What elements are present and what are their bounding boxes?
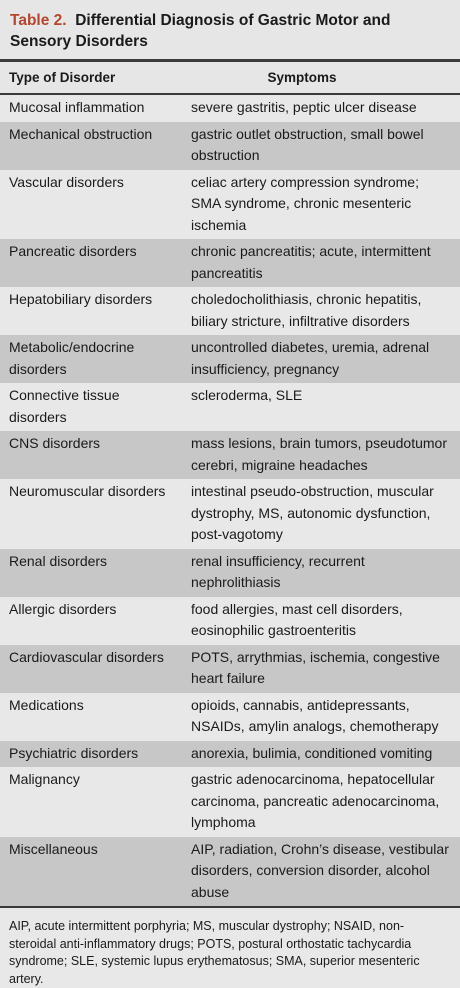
symptoms-cell: renal insufficiency, recurrent nephrolithiasis [191,552,365,590]
symptoms-cell: anorexia, bulimia, conditioned vomiting [191,744,433,761]
symptoms-cell: intestinal pseudo-obstruction, muscular dystrophy, MS, autonomic dysfunction, post-vagotomy [191,483,434,542]
disorder-type-cell: Medications [9,696,84,713]
table-row [0,95,460,122]
table-row [0,693,460,741]
table-footnote: AIP, acute intermittent porphyria; MS, muscular dystrophy; NSAID, non-steroidal anti-inflammatory drugs; POTS, postural orthostatic tachycardia syndrome; SLE, systemic lupus erythematosus; SMA, superior mesenteric artery. [9,919,420,986]
table-row [0,122,460,170]
disorder-type-cell: CNS disorders [9,435,101,451]
symptoms-cell: celiac artery compression syndrome; SMA syndrome, chronic mesenteric ischemia [191,173,419,233]
symptoms-cell: chronic pancreatitis; acute, intermittent pancreatitis [191,243,431,281]
symptoms-cell: food allergies, mast cell disorders, eosinophilic gastroenteritis [191,600,403,638]
disorder-type-cell: Vascular disorders [9,173,124,190]
symptoms-cell: mass lesions, brain tumors, pseudotumor cerebri, migraine headaches [191,435,447,473]
table-row [0,239,460,287]
symptoms-cell: gastric adenocarcinoma, hepatocellular carcinoma, pancreatic adenocarcinoma, lymphoma [191,771,440,830]
table-row [0,837,460,907]
table-row [0,170,460,240]
table-number: Table 2. [10,12,67,29]
disorder-type-cell: Hepatobiliary disorders [9,291,153,307]
symptoms-cell: scleroderma, SLE [191,387,303,403]
symptoms-cell: uncontrolled diabetes, uremia, adrenal insufficiency, pregnancy [191,339,430,377]
disorder-type-cell: Pancreatic disorders [9,243,137,259]
header-type-of-disorder: Type of Disorder [9,70,116,85]
table-row [0,335,460,383]
table-body [0,95,460,908]
symptoms-cell: severe gastritis, peptic ulcer disease [191,99,417,115]
symptoms-cell: POTS, arrythmias, ischemia, congestive heart failure [191,648,440,686]
symptoms-cell: choledocholithiasis, chronic hepatitis, biliary stricture, infiltrative disorders [191,291,422,329]
disorder-type-cell: Miscellaneous [9,840,98,857]
table-row [0,645,460,693]
table-row [0,287,460,335]
disorder-type-cell: Allergic disorders [9,600,117,617]
table-title: Differential Diagnosis of Gastric Motor and Sensory Disorders [10,12,391,50]
disorder-type-cell: Connective tissue disorders [9,387,120,425]
disorder-type-cell: Malignancy [9,771,80,787]
table-row [0,431,460,479]
table-row [0,383,460,431]
table-row [0,767,460,837]
header-symptoms: Symptoms [267,70,337,85]
table-row [0,549,460,597]
table-header [0,62,460,95]
symptoms-cell: gastric outlet obstruction, small bowel obstruction [191,125,424,163]
table-row [0,597,460,645]
disorder-type-cell: Renal disorders [9,552,108,569]
symptoms-cell: opioids, cannabis, antidepressants, NSAIDs, amylin analogs, chemotherapy [191,696,439,734]
disorder-type-cell: Mucosal inflammation [9,99,145,115]
table-caption [0,0,460,59]
disorder-type-cell: Mechanical obstruction [9,125,153,142]
disorder-type-cell: Neuromuscular disorders [9,483,166,499]
table-row [0,479,460,549]
disorder-type-cell: Metabolic/endocrine disorders [9,339,135,377]
disorder-type-cell: Cardiovascular disorders [9,648,164,665]
symptoms-cell: AIP, radiation, Crohn’s disease, vestibular disorders, conversion disorder, alcohol abuse [191,840,449,900]
table-row [0,741,460,768]
disorder-type-cell: Psychiatric disorders [9,744,139,761]
